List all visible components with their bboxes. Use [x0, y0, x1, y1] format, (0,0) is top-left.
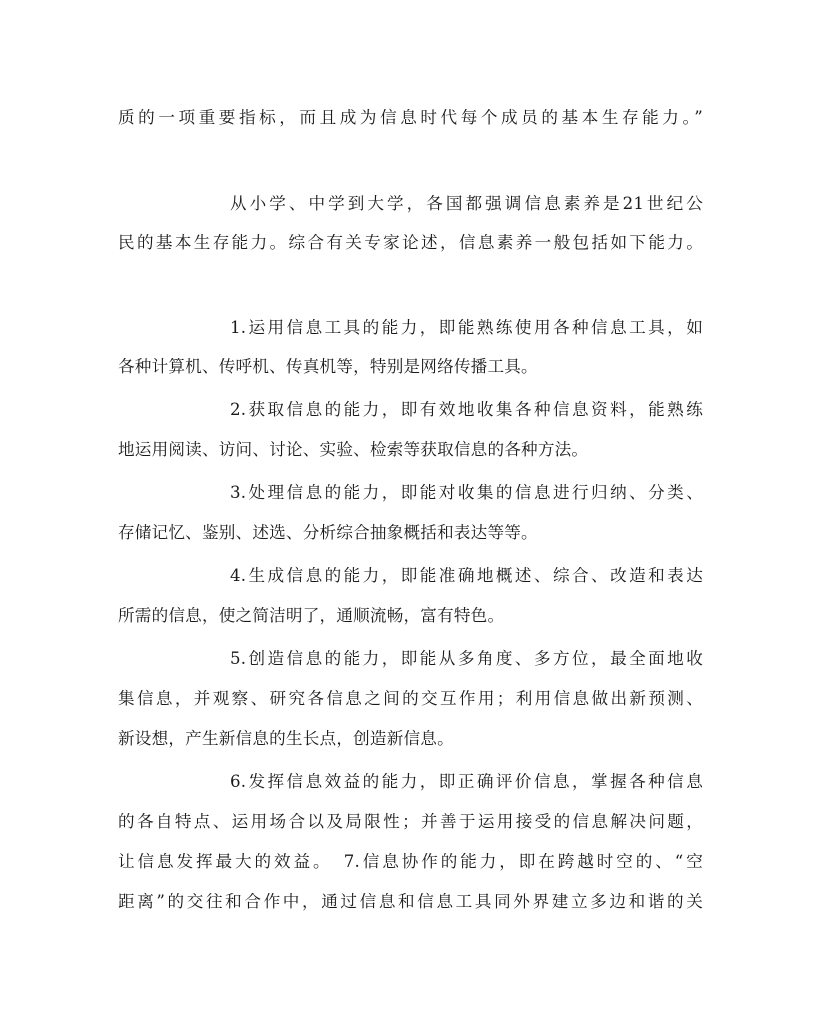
text-line-5: 各种计算机、传呼机、传真机等，特别是网络传播工具。 — [118, 357, 538, 376]
text-line-14: 新设想，产生新信息的生长点，创造新信息。 — [118, 729, 454, 748]
text-line-6: 2.获取信息的能力，即有效地收集各种信息资料，能熟练 — [230, 400, 703, 419]
text-line-18: 距离”的交往和合作中，通过信息和信息工具同外界建立多边和谐的关 — [118, 892, 703, 911]
text-line-15: 6.发挥信息效益的能力，即正确评价信息，掌握各种信息 — [230, 772, 703, 791]
text-line-11: 所需的信息，使之简洁明了，通顺流畅，富有特色。 — [118, 606, 505, 625]
text-line-10: 4.生成信息的能力，即能准确地概述、综合、改造和表达 — [230, 566, 703, 585]
text-line-3: 民的基本生存能力。综合有关专家论述，信息素养一般包括如下能力。 — [118, 233, 703, 252]
text-line-7: 地运用阅读、访问、讨论、实验、检索等获取信息的各种方法。 — [118, 440, 589, 459]
text-line-16: 的各自特点、运用场合以及局限性；并善于运用接受的信息解决问题， — [118, 812, 703, 831]
text-line-2: 从小学、中学到大学，各国都强调信息素养是21世纪公 — [230, 194, 703, 213]
text-line-8: 3.处理信息的能力，即能对收集的信息进行归纳、分类、 — [230, 483, 703, 502]
text-line-17: 让信息发挥最大的效益。 7.信息协作的能力，即在跨越时空的、“空 — [118, 852, 703, 871]
text-line-12: 5.创造信息的能力，即能从多角度、多方位，最全面地收 — [230, 649, 703, 668]
text-line-4: 1.运用信息工具的能力，即能熟练使用各种信息工具，如 — [230, 318, 703, 337]
text-line-1: 质的一项重要指标，而且成为信息时代每个成员的基本生存能力。” — [118, 108, 703, 127]
text-line-13: 集信息，并观察、研究各信息之间的交互作用；利用信息做出新预测、 — [118, 689, 703, 708]
text-line-9: 存储记忆、鉴别、述选、分析综合抽象概括和表达等等。 — [118, 523, 538, 542]
